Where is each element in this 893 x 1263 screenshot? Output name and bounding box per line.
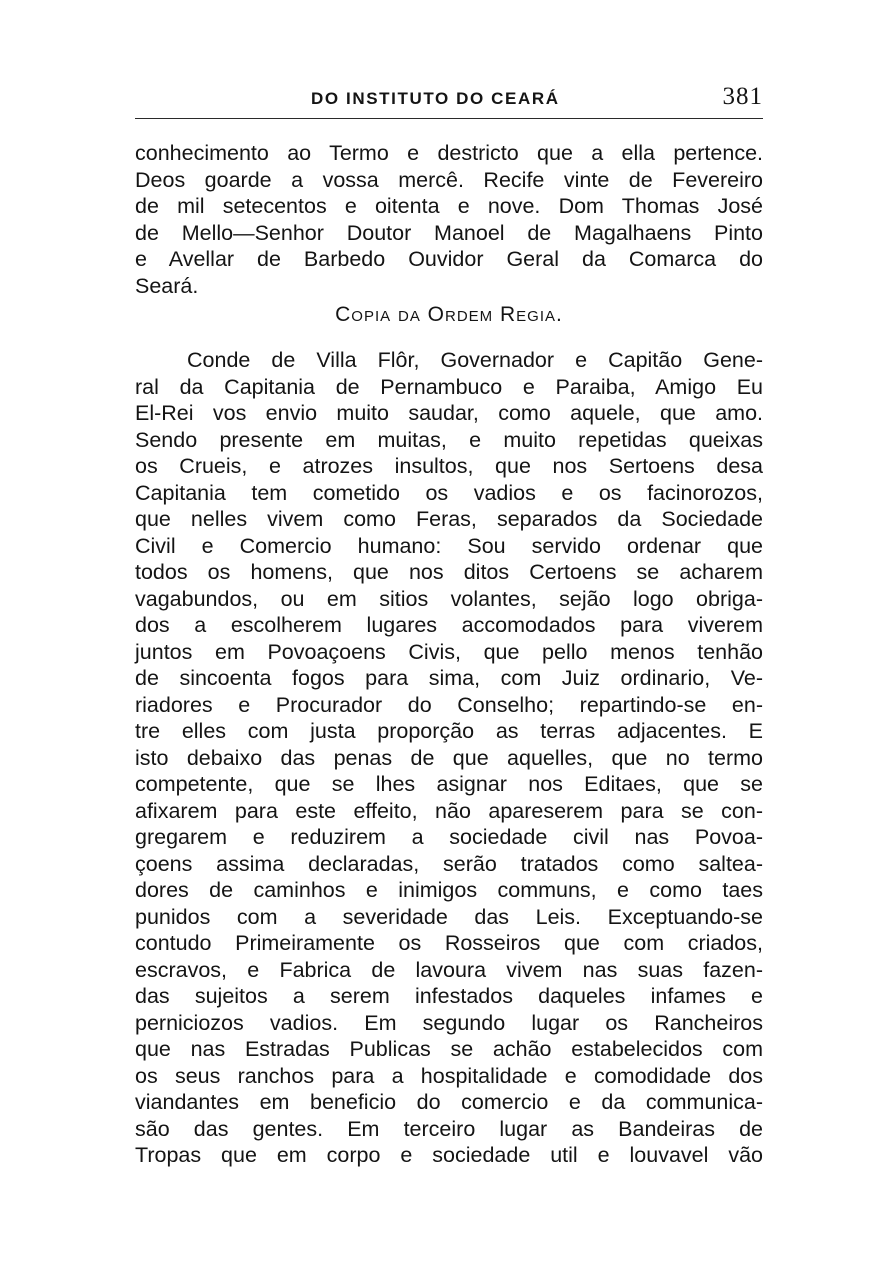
paragraph-royal-order (135, 347, 763, 1169)
running-head (135, 83, 763, 115)
running-title: DO INSTITUTO DO CEARÁ (311, 89, 560, 108)
text-line: El-Rei vos envio muito saudar, como aquele, que amo. (135, 401, 763, 425)
text-line: competente, que se lhes asignar nos Editaes, que se (135, 772, 763, 796)
text-line: afixarem para este effeito, não apareserem para se con- (135, 798, 763, 823)
text-line: gregarem e reduzirem a sociedade civil nas Povoa- (135, 825, 763, 849)
text-line: escravos, e Fabrica de lavoura vivem nas suas fazen- (135, 957, 763, 982)
text-line: os Crueis, e atrozes insultos, que nos Sertoens desa (135, 454, 763, 478)
text-line: viandantes em beneficio do comercio e da communica- (135, 1090, 763, 1114)
text-line: isto debaixo das penas de que aquelles, que no termo (135, 745, 763, 770)
text-line: riadores e Procurador do Conselho; repartindo-se en- (135, 692, 763, 717)
section-heading: Copia da Ordem Regia. (335, 303, 563, 326)
header-rule (135, 118, 763, 119)
text-line: das sujeitos a serem infestados daqueles infames e (135, 984, 763, 1008)
text-line: e Avellar de Barbedo Ouvidor Geral da Comarca do (135, 247, 763, 271)
paragraph-closing-letter (135, 140, 763, 299)
text-line: que nelles vivem como Feras, separados da Sociedade (135, 507, 763, 531)
text-line: Capitania tem cometido os vadios e os facinorozos, (135, 480, 763, 505)
text-line: Deos goarde a vossa mercê. Recife vinte de Fevereiro (135, 167, 763, 192)
text-line: dos a escolherem lugares accomodados para viverem (135, 613, 763, 637)
text-line: çoens assima declaradas, serão tratados como saltea- (135, 851, 763, 876)
text-line: Sendo presente em muitas, e muito repetidas queixas (135, 427, 763, 452)
text-line: todos os homens, que nos ditos Certoens se acharem (135, 560, 763, 584)
text-line: de Mello—Senhor Doutor Manoel de Magalhaens Pinto (135, 220, 763, 245)
text-line: de mil setecentos e oitenta e nove. Dom Thomas José (135, 194, 763, 218)
text-line: vagabundos, ou em sitios volantes, sejão logo obriga- (135, 586, 763, 611)
text-line: Seará. (135, 273, 199, 298)
text-line: Civil e Comercio humano: Sou servido ordenar que (135, 533, 763, 558)
text-line: são das gentes. Em terceiro lugar as Bandeiras de (135, 1116, 763, 1141)
text-line: juntos em Povoaçoens Civis, que pello menos tenhão (135, 639, 763, 664)
text-line: punidos com a severidade das Leis. Exceptuando-se (135, 904, 763, 929)
text-line: Tropas que em corpo e sociedade util e louvavel vão (135, 1143, 763, 1167)
text-line: contudo Primeiramente os Rosseiros que com criados, (135, 931, 763, 955)
text-line: conhecimento ao Termo e destricto que a ella pertence. (135, 141, 763, 165)
text-line: tre elles com justa proporção as terras adjacentes. E (135, 719, 763, 743)
text-body (135, 140, 763, 1169)
text-line: perniciozos vadios. Em segundo lugar os Rancheiros (135, 1010, 763, 1035)
text-line: de sincoenta fogos para sima, com Juiz ordinario, Ve- (135, 666, 763, 690)
text-line: Conde de Villa Flôr, Governador e Capitão Gene- (187, 348, 763, 372)
text-line: ral da Capitania de Pernambuco e Paraiba, Amigo Eu (135, 374, 763, 399)
page-number: 381 (722, 83, 763, 110)
text-line: os seus ranchos para a hospitalidade e comodidade dos (135, 1063, 763, 1088)
text-line: que nas Estradas Publicas se achão estabelecidos com (135, 1037, 763, 1061)
text-line: dores de caminhos e inimigos communs, e como taes (135, 878, 763, 902)
